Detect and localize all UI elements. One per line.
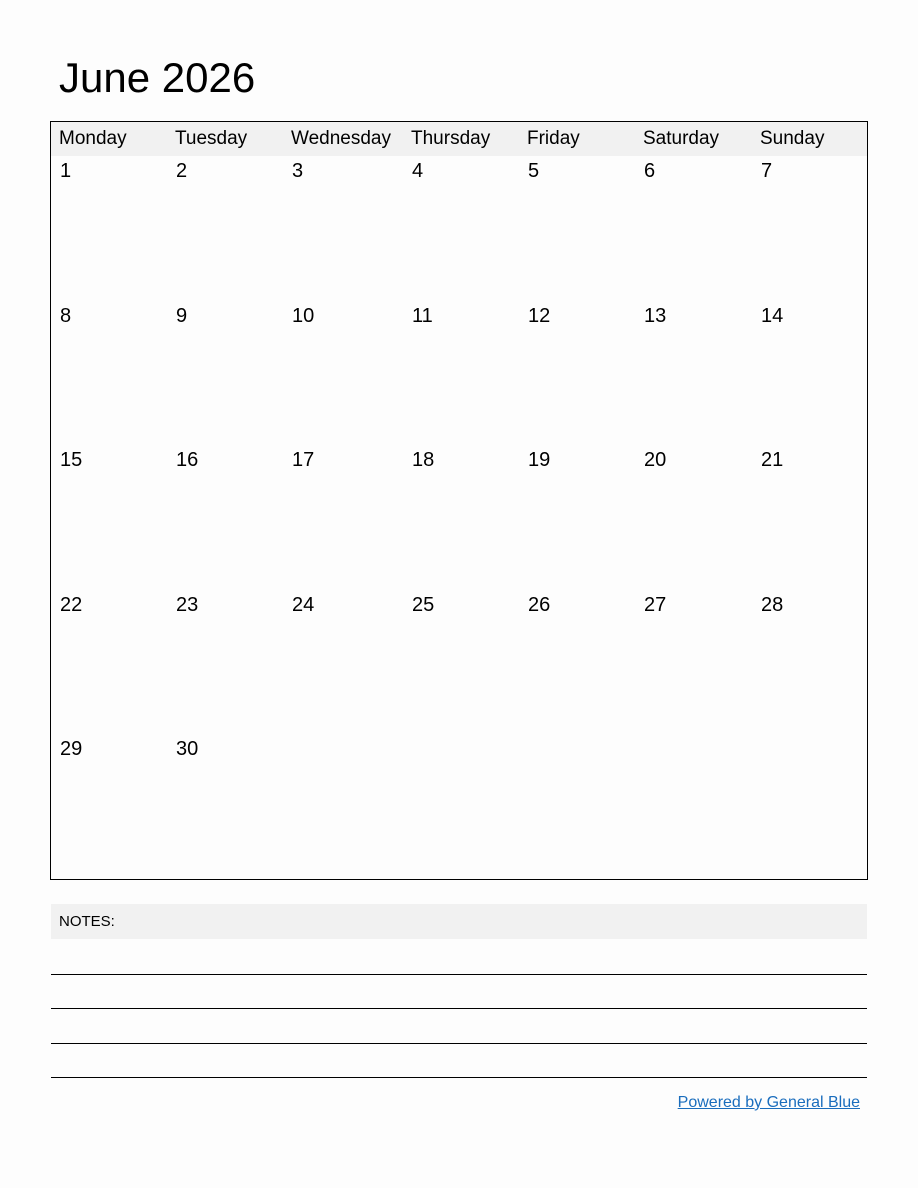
- week-row-2: [51, 301, 867, 446]
- day-cell[interactable]: 23: [176, 593, 199, 616]
- weekday-friday: Friday: [527, 128, 580, 149]
- day-cell[interactable]: 18: [412, 449, 435, 472]
- day-cell[interactable]: 9: [176, 304, 188, 327]
- day-cell[interactable]: 5: [528, 160, 540, 182]
- day-cell[interactable]: 15: [60, 449, 83, 472]
- day-cell[interactable]: 13: [644, 304, 667, 327]
- weekday-wednesday: Wednesday: [291, 128, 391, 149]
- day-cell[interactable]: 26: [528, 593, 551, 616]
- day-cell[interactable]: 16: [176, 449, 199, 472]
- powered-by-link[interactable]: Powered by General Blue: [677, 1094, 860, 1111]
- week-row-5: [51, 734, 867, 879]
- notes-label: NOTES:: [51, 904, 867, 939]
- empty-day-cell: [283, 734, 403, 879]
- weekday-thursday: Thursday: [411, 128, 491, 149]
- day-cell[interactable]: 7: [761, 160, 773, 182]
- day-cell[interactable]: 3: [292, 160, 304, 182]
- day-cell[interactable]: 1: [60, 160, 72, 182]
- day-cell[interactable]: 24: [292, 593, 315, 616]
- day-cell[interactable]: 25: [412, 593, 435, 616]
- weekday-sunday: Sunday: [760, 128, 825, 149]
- day-cell[interactable]: 6: [644, 160, 656, 182]
- week-row-3: [51, 445, 867, 590]
- day-cell[interactable]: 17: [292, 449, 315, 472]
- empty-day-cell: [752, 734, 867, 879]
- day-cell[interactable]: 20: [644, 449, 667, 472]
- note-line[interactable]: [51, 1008, 867, 1009]
- day-cell[interactable]: 22: [60, 593, 83, 616]
- day-cell[interactable]: 14: [761, 304, 784, 327]
- empty-day-cell: [403, 734, 519, 879]
- day-cell[interactable]: 12: [528, 304, 551, 327]
- week-row-1: [51, 156, 867, 301]
- day-cell[interactable]: 2: [176, 160, 188, 182]
- page-title: June 2026: [59, 54, 256, 101]
- empty-day-cell: [519, 734, 635, 879]
- weekday-saturday: Saturday: [643, 128, 720, 149]
- day-cell[interactable]: 10: [292, 304, 315, 327]
- day-cell[interactable]: 8: [60, 304, 72, 327]
- empty-day-cell: [635, 734, 752, 879]
- note-line[interactable]: [51, 1077, 867, 1078]
- weekday-header-row: [51, 122, 867, 156]
- note-line[interactable]: [51, 1043, 867, 1044]
- day-cell[interactable]: 11: [412, 304, 433, 327]
- note-line[interactable]: [51, 974, 867, 975]
- month-grid: [50, 121, 868, 880]
- day-cell[interactable]: 4: [412, 160, 424, 182]
- day-cell[interactable]: 28: [761, 593, 784, 616]
- day-cell[interactable]: 21: [761, 449, 784, 472]
- weekday-tuesday: Tuesday: [175, 128, 248, 149]
- week-row-4: [51, 590, 867, 735]
- day-cell[interactable]: 30: [176, 738, 199, 761]
- weekday-monday: Monday: [59, 128, 127, 149]
- day-cell[interactable]: 29: [60, 738, 83, 761]
- day-cell[interactable]: 19: [528, 449, 551, 472]
- day-cell[interactable]: 27: [644, 593, 667, 616]
